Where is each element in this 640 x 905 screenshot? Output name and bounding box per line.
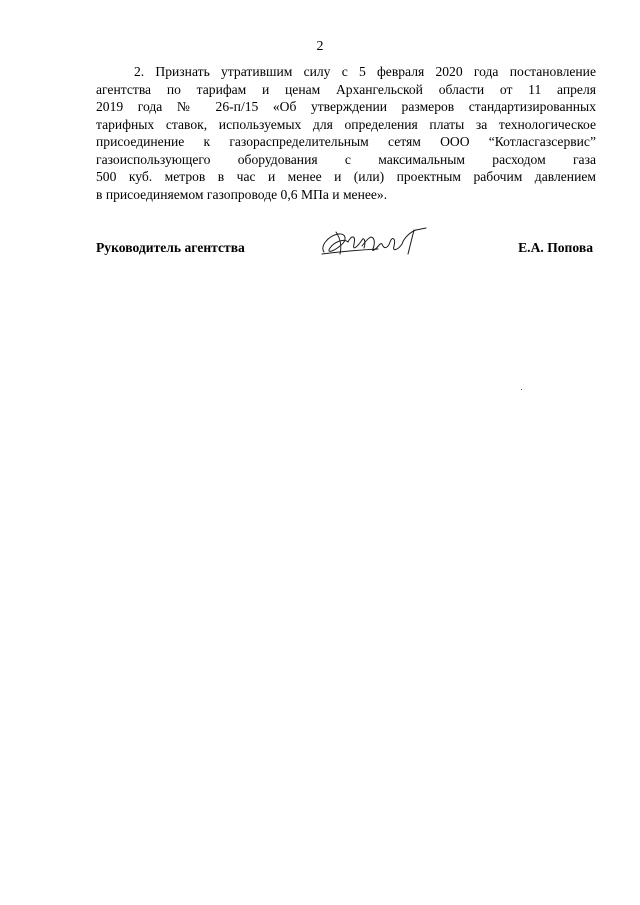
signature-block: [96, 236, 596, 264]
page-number: 2: [316, 39, 324, 54]
paragraph-line: в присоединяемом газопроводе 0,6 МПа и менее».: [96, 186, 388, 202]
resolution-paragraph: [96, 63, 596, 203]
signatory-name: Е.А. Попова: [518, 240, 593, 255]
paragraph-line: 2. Признать утратившим силу с 5 февраля 2020 года постановление: [134, 64, 596, 79]
paragraph-line: тарифных ставок, используемых для определения платы за технологическое: [96, 116, 596, 132]
scan-speck: [521, 389, 522, 390]
paragraph-line: 2019 года № 26-п/15 «Об утверждении размеров стандартизированных: [96, 99, 596, 114]
paragraph-line: присоединение к газораспределительным сетям ООО “Котласгазсервис”: [96, 134, 596, 149]
paragraph-line: газоиспользующего оборудования с максимальным расходом газа: [96, 151, 596, 167]
paragraph-line: агентства по тарифам и ценам Архангельской области от 11 апреля: [96, 81, 596, 97]
paragraph-line: 500 куб. метров в час и менее и (или) проектным рабочим давлением: [96, 169, 596, 184]
handwritten-signature: [318, 224, 430, 264]
signatory-position: Руководитель агентства: [96, 240, 245, 255]
